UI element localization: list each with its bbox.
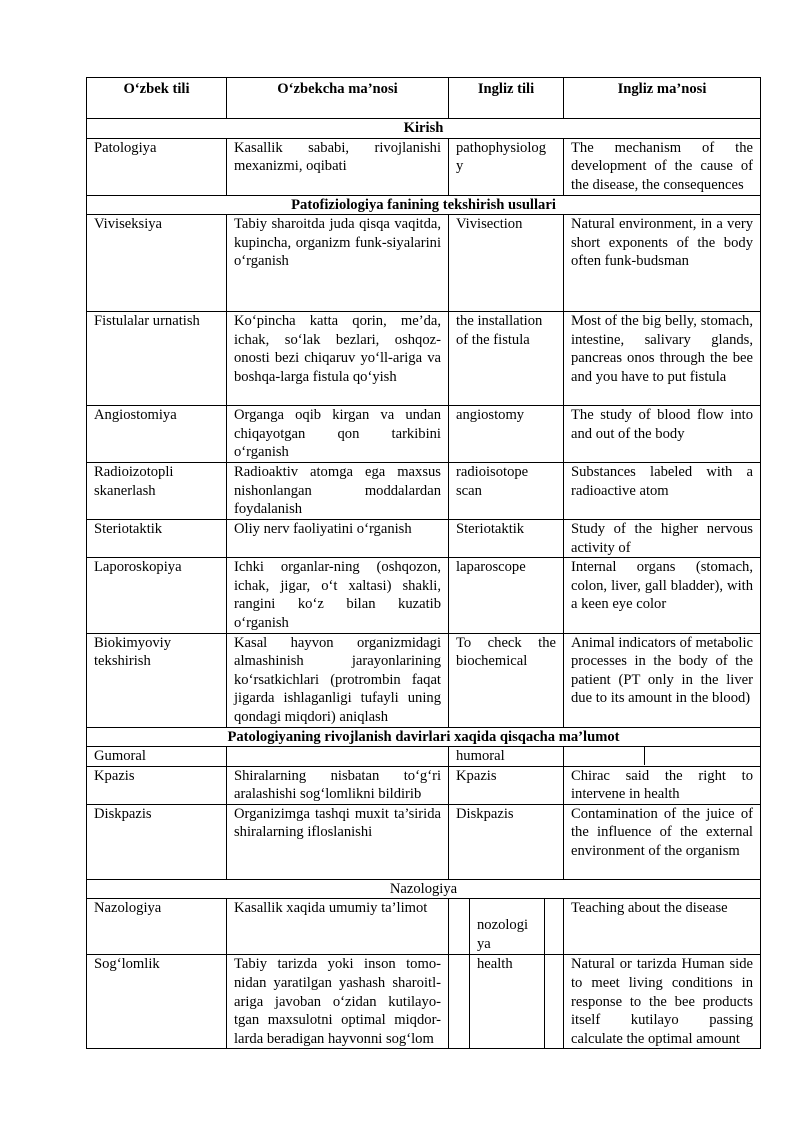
meaning-uz: Organizimga tashqi muxit ta’sirida shiralarning ifloslanishi — [227, 804, 449, 879]
section-title: Patologiyaning rivojlanish davirlari xaqida qisqacha ma’lumot — [87, 727, 761, 747]
term-uz: Fistulalar urnatish — [87, 312, 227, 406]
meaning-en: Teaching about the disease — [564, 899, 761, 955]
term-en: pathophysiolog y — [449, 138, 564, 195]
meaning-en: Internal organs (stomach, colon, liver, gall bladder), with a keen eye color — [564, 558, 761, 633]
meaning-uz: Ichki organlar-ning (oshqozon, ichak, jigar, o‘t xaltasi) shakli, rangini ko‘z bilan kuzatib o‘rganish — [227, 558, 449, 633]
section-row — [87, 727, 761, 747]
col-header-english: Ingliz tili — [449, 78, 564, 119]
table-row — [87, 215, 761, 312]
term-en — [449, 747, 564, 767]
term-en-text: humoral — [456, 748, 505, 765]
term-uz: Laporoskopiya — [87, 558, 227, 633]
section-title: Nazologiya — [87, 879, 761, 899]
term-en: To check the biochemical — [449, 633, 564, 727]
meaning-uz: Kasal hayvon organizmidagi almashinish jarayonlarining ko‘rsatkichlari (protrombin faqat jigarda ishlaganligi tufayli uning qondagi miqdori) aniqlash — [227, 633, 449, 727]
header-row — [87, 78, 761, 119]
meaning-uz: Kasallik xaqida umumiy ta’limot — [227, 899, 449, 955]
term-uz: Biokimyoviy tekshirish — [87, 633, 227, 727]
col-header-uzbek: O‘zbek tili — [87, 78, 227, 119]
term-uz: Steriotaktik — [87, 519, 227, 557]
meaning-en: Natural environment, in a very short exponents of the body often funk-budsman — [564, 215, 761, 312]
table-row — [87, 138, 761, 195]
term-uz: Angiostomiya — [87, 406, 227, 463]
table-row — [87, 766, 761, 804]
table-row — [87, 955, 761, 1049]
meaning-uz: Oliy nerv faoliyatini o‘rganish — [227, 519, 449, 557]
meaning-en: Contamination of the juice of the influence of the external environment of the organism — [564, 804, 761, 879]
term-uz: Patologiya — [87, 138, 227, 195]
meaning-uz: Shiralarning nisbatan to‘g‘ri aralashishi sog‘lomlikni bildirib — [227, 766, 449, 804]
section-row — [87, 195, 761, 215]
term-en-text: nozologi ya — [470, 899, 545, 954]
meaning-uz — [227, 747, 449, 767]
table-row — [87, 312, 761, 406]
term-en: Kpazis — [449, 766, 564, 804]
term-uz: Diskpazis — [87, 804, 227, 879]
meaning-uz: Organga oqib kirgan va undan chiqayotgan qon tarkibini o‘rganish — [227, 406, 449, 463]
meaning-en: Animal indicators of metabolic processes in the body of the patient (PT only in the liver due to its amount in the blood) — [564, 633, 761, 727]
table-row — [87, 899, 761, 955]
term-en: the installation of the fistula — [449, 312, 564, 406]
term-en: Vivisection — [449, 215, 564, 312]
meaning-en: Natural or tarizda Human side to meet living conditions in response to the bee products itself kutilayo passing calculate the optimal amount — [564, 955, 761, 1049]
section-title: Patofiziologiya fanining tekshirish usullari — [87, 195, 761, 215]
term-en — [449, 955, 564, 1049]
table-row — [87, 747, 761, 767]
meaning-uz: Radioaktiv atomga ega maxsus nishonlangan moddalardan foydalanish — [227, 462, 449, 519]
table-row — [87, 519, 761, 557]
meaning-en: The study of blood flow into and out of the body — [564, 406, 761, 463]
meaning-en: Chirac said the right to intervene in health — [564, 766, 761, 804]
meaning-en: The mechanism of the development of the cause of the disease, the consequences — [564, 138, 761, 195]
term-uz: Kpazis — [87, 766, 227, 804]
meaning-uz: Tabiy tarizda yoki inson tomo-nidan yaratilgan yashash sharoitl-ariga javoban o‘zidan kutilayo-tgan maxsulotni optimal miqdor-larda beradigan hayvonni sog‘lom — [227, 955, 449, 1049]
meaning-en: Substances labeled with a radioactive atom — [564, 462, 761, 519]
meaning-en — [564, 747, 761, 767]
term-en: laparoscope — [449, 558, 564, 633]
term-en: angiostomy — [449, 406, 564, 463]
term-en-text: health — [470, 955, 545, 1048]
meaning-uz: Kasallik sababi, rivojlanishi mexanizmi, oqibati — [227, 138, 449, 195]
table-row — [87, 406, 761, 463]
table-row — [87, 558, 761, 633]
section-row — [87, 879, 761, 899]
term-uz: Radioizotopli skanerlash — [87, 462, 227, 519]
col-header-uzbek-meaning: O‘zbekcha ma’nosi — [227, 78, 449, 119]
term-uz: Viviseksiya — [87, 215, 227, 312]
section-row — [87, 119, 761, 139]
meaning-uz: Ko‘pincha katta qorin, me’da, ichak, so‘lak bezlari, oshqoz-onosti bezi chiqaruv yo‘ll-ariga va boshqa-larga fistula qo‘yish — [227, 312, 449, 406]
table-row — [87, 633, 761, 727]
meaning-uz: Tabiy sharoitda juda qisqa vaqitda, kupincha, organizm funk-siyalarini o‘rganish — [227, 215, 449, 312]
term-uz: Nazologiya — [87, 899, 227, 955]
meaning-en: Study of the higher nervous activity of — [564, 519, 761, 557]
term-en: radioisotope scan — [449, 462, 564, 519]
term-en — [449, 899, 564, 955]
term-en: Steriotaktik — [449, 519, 564, 557]
table-row — [87, 462, 761, 519]
term-uz: Gumoral — [87, 747, 227, 767]
term-en: Diskpazis — [449, 804, 564, 879]
table-row — [87, 804, 761, 879]
glossary-table — [86, 77, 761, 1049]
meaning-en: Most of the big belly, stomach, intestine, salivary glands, pancreas onos through the bee and you have to put fistula — [564, 312, 761, 406]
term-uz: Sog‘lomlik — [87, 955, 227, 1049]
col-header-english-meaning: Ingliz ma’nosi — [564, 78, 761, 119]
section-title: Kirish — [87, 119, 761, 139]
